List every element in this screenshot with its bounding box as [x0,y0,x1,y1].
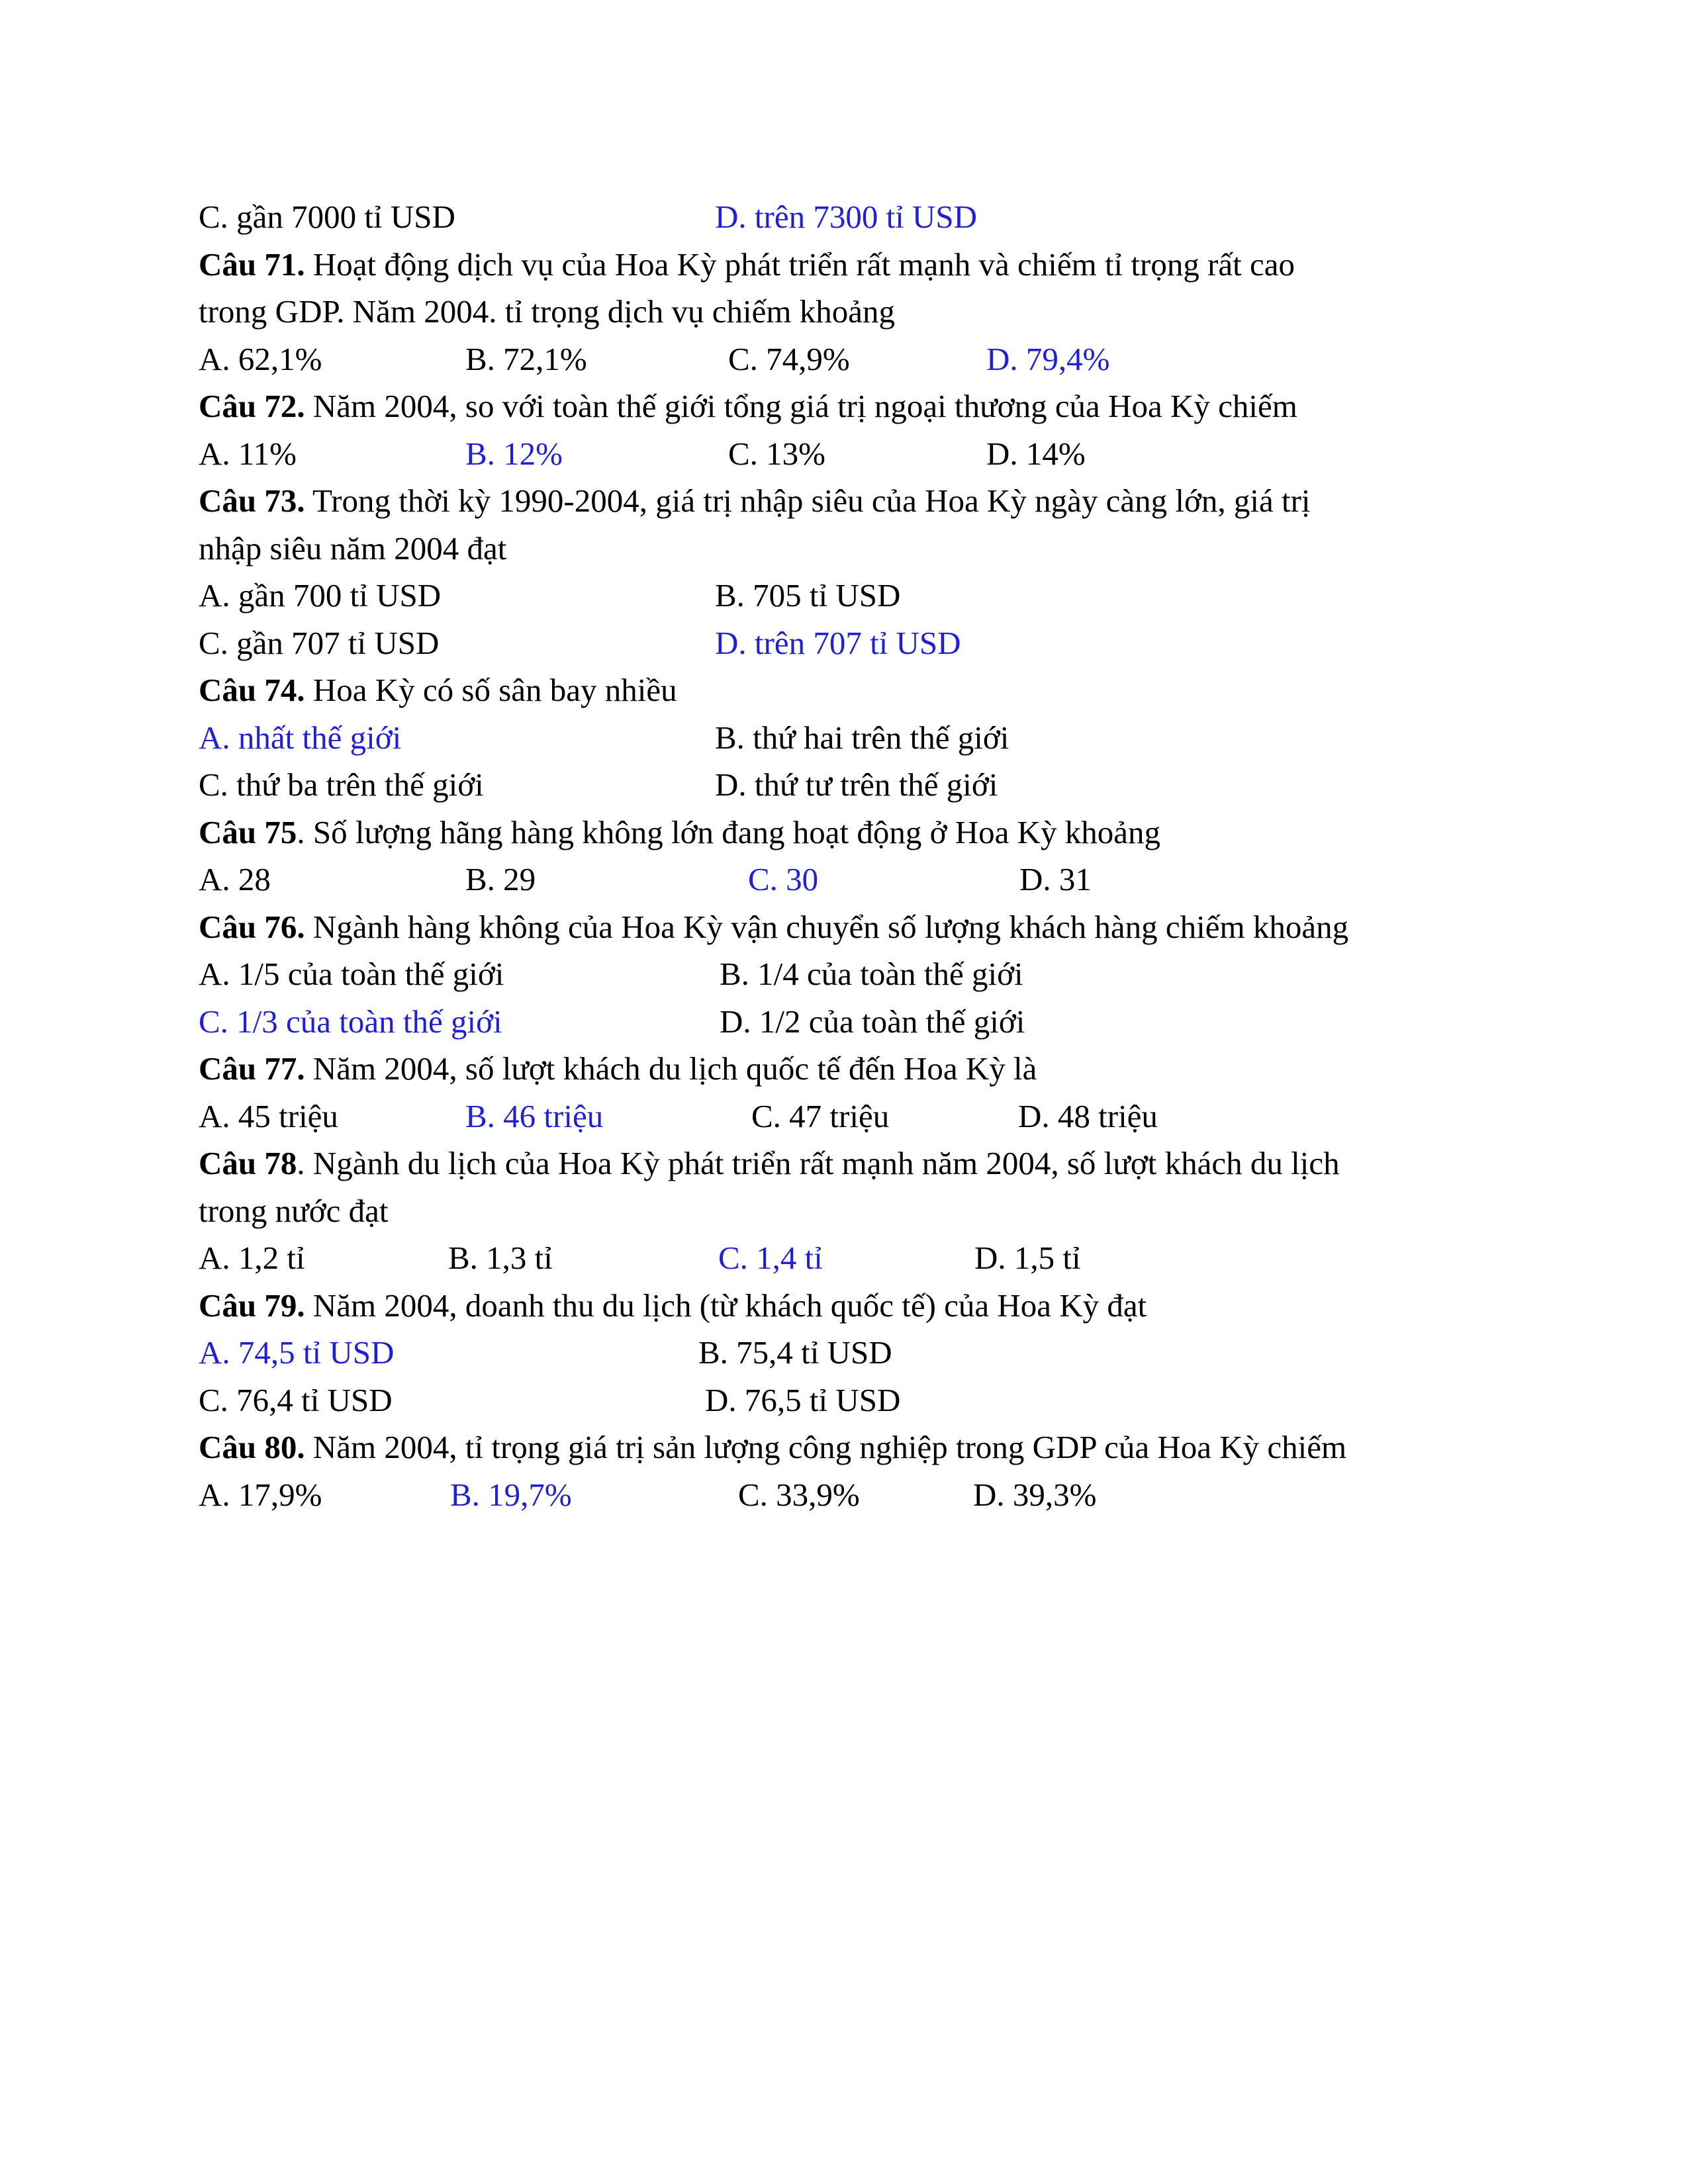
answer-option: C. 47 triệu [751,1097,890,1134]
question-text: . Ngành du lịch của Hoa Kỳ phát triển rất mạnh năm 2004, số lượt khách du lịch [297,1145,1340,1181]
question-line [199,383,1496,430]
question-number: Câu 76. [199,908,305,945]
question-number: Câu 78 [199,1145,297,1181]
answer-option-correct: A. nhất thế giới [199,719,402,756]
question-number: Câu 80. [199,1429,305,1465]
answer-option-correct: B. 46 triệu [465,1097,604,1134]
question-number: Câu 72. [199,388,305,424]
question-text: Năm 2004, tỉ trọng giá trị sản lượng công nghiệp trong GDP của Hoa Kỳ chiếm [305,1429,1347,1465]
question-number: Câu 75 [199,813,297,850]
answer-option-correct: C. 1,4 tỉ [718,1240,823,1276]
answer-options-row [199,998,1496,1046]
answer-options-row [199,572,1496,619]
question-text-continued [199,525,1496,572]
answer-options-row [199,1234,1496,1282]
answer-option: A. 1,2 tỉ [199,1240,305,1276]
question-number: Câu 71. [199,246,305,283]
answer-options-row [199,1329,1496,1377]
document-page [199,193,1496,1518]
answer-option: A. 11% [199,435,297,472]
answer-option-correct: D. 79,4% [986,340,1110,377]
answer-options-row [199,714,1496,762]
answer-options-row [199,856,1496,903]
question-line [199,1282,1496,1330]
question-number: Câu 79. [199,1287,305,1324]
answer-option: D. 1/2 của toàn thế giới [720,1003,1025,1040]
answer-option: A. 62,1% [199,340,322,377]
question-text: Hoa Kỳ có số sân bay nhiều [305,672,677,708]
question-text: . Số lượng hãng hàng không lớn đang hoạt động ở Hoa Kỳ khoảng [297,813,1161,850]
answer-option: A. 28 [199,861,271,897]
answer-option: B. 75,4 tỉ USD [698,1334,892,1371]
question-text: trong nước đạt [199,1192,389,1229]
answer-option: C. 76,4 tỉ USD [199,1381,393,1418]
answer-option: C. 13% [728,435,825,472]
question-line [199,903,1496,951]
answer-options-row [199,619,1496,667]
question-line [199,477,1496,525]
answer-option-correct: B. 12% [465,435,563,472]
question-text-continued [199,1187,1496,1235]
answer-option: B. 29 [465,861,536,897]
answer-option: D. thứ tư trên thế giới [715,766,998,803]
answer-option: A. 45 triệu [199,1097,338,1134]
answer-option: A. 17,9% [199,1476,322,1513]
question-line [199,241,1496,289]
answer-option: B. 1/4 của toàn thế giới [720,956,1023,992]
answer-options-row [199,1471,1496,1519]
question-line [199,1045,1496,1093]
answer-options-row [199,336,1496,383]
answer-option: B. 72,1% [465,340,587,377]
question-number: Câu 77. [199,1050,305,1087]
answer-option-correct: C. 1/3 của toàn thế giới [199,1003,502,1040]
question-number: Câu 73. [199,482,305,519]
answer-option: D. 48 triệu [1018,1097,1158,1134]
question-line [199,1424,1496,1471]
question-text: Năm 2004, so với toàn thế giới tổng giá trị ngoại thương của Hoa Kỳ chiếm [305,388,1297,424]
answer-option-correct: D. trên 707 tỉ USD [715,624,961,661]
answer-options-row [199,1093,1496,1140]
answer-option: C. gần 7000 tỉ USD [199,199,455,235]
answer-options-row [199,761,1496,809]
answer-option-correct: B. 19,7% [450,1476,572,1513]
answer-option: B. 1,3 tỉ [448,1240,553,1276]
question-text: Năm 2004, số lượt khách du lịch quốc tế đến Hoa Kỳ là [305,1050,1037,1087]
answer-option: D. 1,5 tỉ [974,1240,1081,1276]
answer-option: D. 31 [1019,861,1092,897]
question-text: Ngành hàng không của Hoa Kỳ vận chuyển số lượng khách hàng chiếm khoảng [305,908,1349,945]
answer-options-row [199,430,1496,478]
answer-options-row [199,193,1496,241]
answer-options-row [199,1377,1496,1424]
question-text: Hoạt động dịch vụ của Hoa Kỳ phát triển rất mạnh và chiếm tỉ trọng rất cao [305,246,1295,283]
answer-option: C. thứ ba trên thế giới [199,766,484,803]
question-text: nhập siêu năm 2004 đạt [199,529,507,567]
answer-option-correct: C. 30 [748,861,819,897]
question-text: Năm 2004, doanh thu du lịch (từ khách quốc tế) của Hoa Kỳ đạt [305,1287,1147,1324]
question-line [199,1140,1496,1187]
question-number: Câu 74. [199,672,305,708]
answer-option: A. 1/5 của toàn thế giới [199,956,504,992]
answer-option: C. gần 707 tỉ USD [199,624,440,661]
answer-option: A. gần 700 tỉ USD [199,577,442,614]
answer-option: C. 74,9% [728,340,850,377]
question-line [199,809,1496,856]
answer-option: D. 76,5 tỉ USD [705,1381,901,1418]
question-text: Trong thời kỳ 1990-2004, giá trị nhập siêu của Hoa Kỳ ngày càng lớn, giá trị [305,482,1311,519]
answer-option-correct: A. 74,5 tỉ USD [199,1334,395,1371]
answer-option: B. thứ hai trên thế giới [715,719,1009,756]
answer-options-row [199,950,1496,998]
question-text: trong GDP. Năm 2004. tỉ trọng dịch vụ chiếm khoảng [199,293,896,330]
question-text-continued [199,288,1496,336]
answer-option: D. 39,3% [973,1476,1097,1513]
answer-option: C. 33,9% [738,1476,860,1513]
answer-option: B. 705 tỉ USD [715,577,901,614]
question-line [199,666,1496,714]
answer-option-correct: D. trên 7300 tỉ USD [715,199,978,235]
answer-option: D. 14% [986,435,1086,472]
